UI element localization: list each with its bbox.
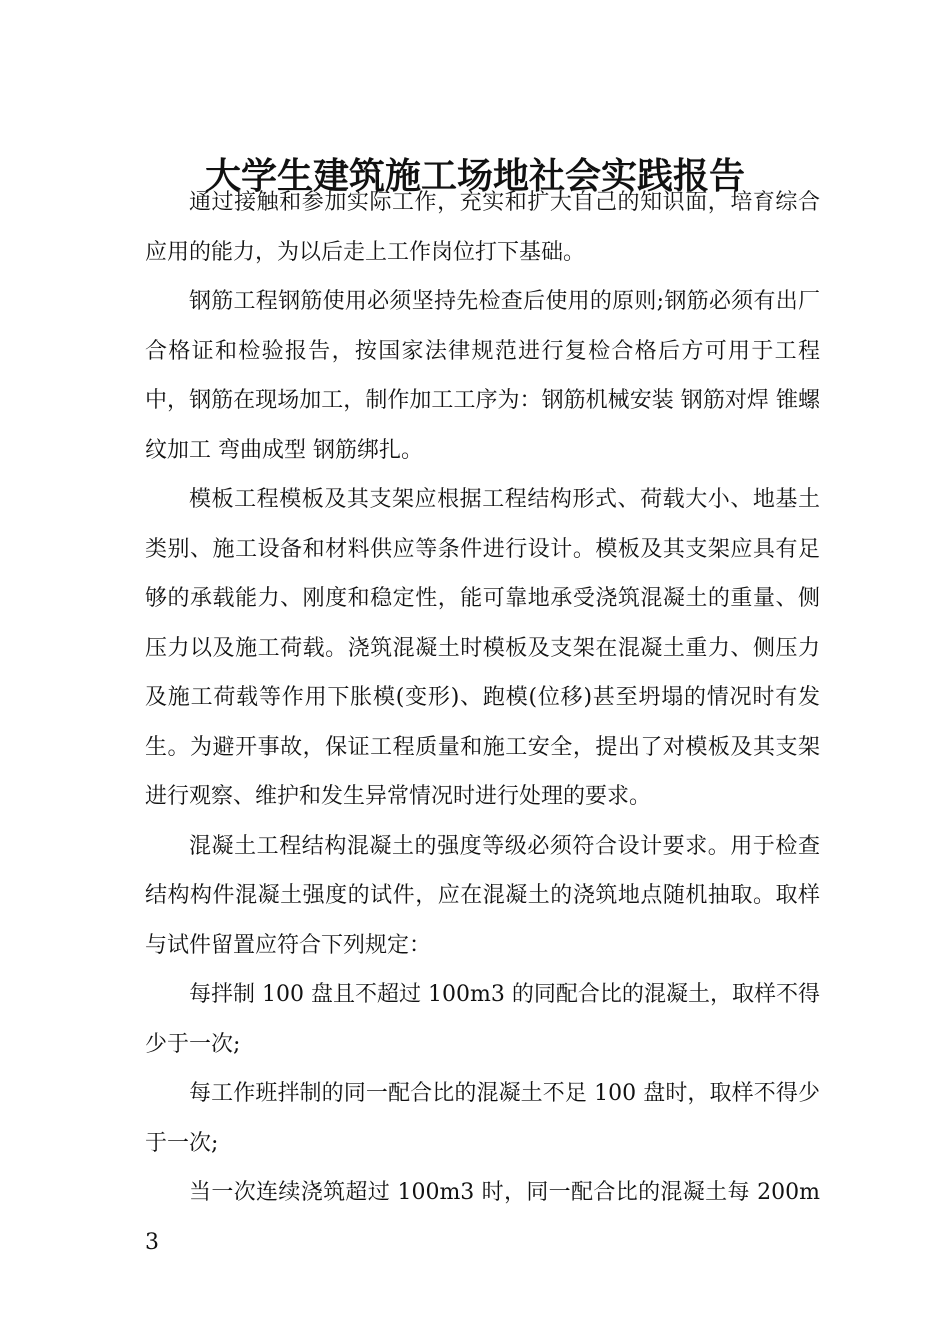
paragraph-concrete: 混凝土工程结构混凝土的强度等级必须符合设计要求。用于检查结构构件混凝土强度的试件，应在混凝土的浇筑地点随机抽取。取样与试件留置应符合下列规定： [145, 833, 820, 958]
paragraph-rule-1: 每拌制 100 盘且不超过 100m3 的同配合比的混凝土，取样不得少于一次; [145, 982, 820, 1057]
paragraph-rule-2: 每工作班拌制的同一配合比的混凝土不足 100 盘时，取样不得少于一次; [145, 1081, 820, 1156]
paragraph-rule-3: 当一次连续浇筑超过 100m3 时，同一配合比的混凝土每 200m3 [145, 1180, 820, 1255]
document-body [145, 178, 820, 1267]
paragraph-rebar: 钢筋工程钢筋使用必须坚持先检查后使用的原则;钢筋必须有出厂合格证和检验报告，按国家法律规范进行复检合格后方可用于工程中，钢筋在现场加工，制作加工工序为：钢筋机械安装 钢筋对焊 锥螺纹加工 弯曲成型 钢筋绑扎。 [145, 289, 820, 463]
document-title: 大学生建筑施工场地社会实践报告 [204, 156, 745, 198]
paragraph-formwork: 模板工程模板及其支架应根据工程结构形式、荷载大小、地基土类别、施工设备和材料供应等条件进行设计。模板及其支架应具有足够的承载能力、刚度和稳定性，能可靠地承受浇筑混凝土的重量、侧压力以及施工荷载。浇筑混凝土时模板及支架在混凝土重力、侧压力及施工荷载等作用下胀模(变形)、跑模(位移)甚至坍塌的情况时有发生。为避开事故，保证工程质量和施工安全，提出了对模板及其支架进行观察、维护和发生异常情况时进行处理的要求。 [145, 487, 820, 809]
paragraph-intro: 通过接触和参加实际工作，充实和扩大自己的知识面，培育综合应用的能力，为以后走上工作岗位打下基础。 [145, 190, 820, 265]
